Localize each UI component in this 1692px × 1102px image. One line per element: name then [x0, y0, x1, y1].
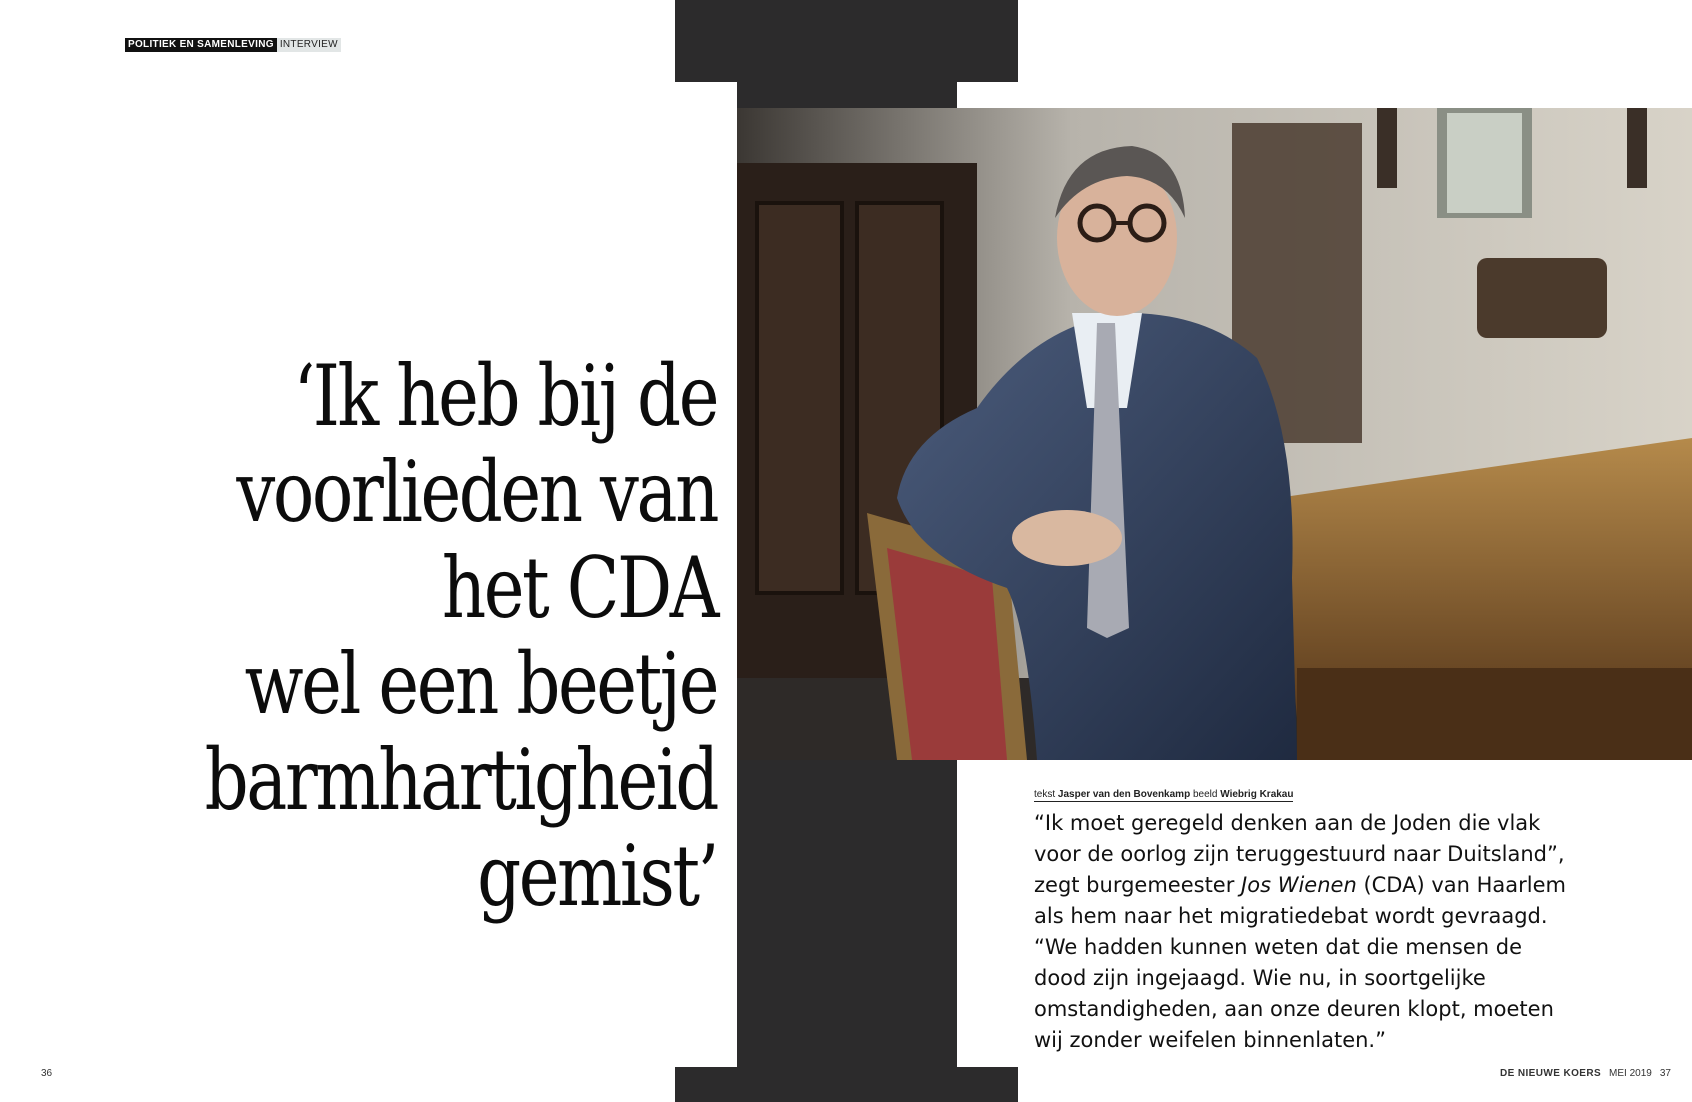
headline-line: voorlieden van: [236, 443, 717, 541]
section-sublabel: INTERVIEW: [277, 38, 341, 52]
issue-date: MEI 2019: [1609, 1068, 1652, 1079]
byline-text-label: tekst: [1034, 789, 1056, 800]
intro-text-part1: “Ik moet geregeld denken aan de Joden die vlak voor de oorlog zijn teruggestuurd naar Duitsland”, zegt burgemeester: [1034, 811, 1565, 897]
decorative-bar-top: [675, 0, 1018, 82]
magazine-name: DE NIEUWE KOERS: [1500, 1068, 1602, 1079]
intro-text-part2: (CDA) van Haarlem als hem naar het migratiedebat wordt gevraagd. “We hadden kunnen weten dat die mensen de dood zijn ingejaagd. Wie nu, in soortgelijke omstandigheden, aan onze deuren klopt, moeten wij zonder weifelen binnenlaten.”: [1034, 873, 1566, 1052]
section-tag: [125, 38, 341, 52]
byline-photographer: Wiebrig Krakau: [1220, 789, 1294, 800]
footer-right: [1500, 1068, 1671, 1079]
section-label: POLITIEK EN SAMENLEVING: [125, 38, 277, 52]
headline-line: het CDA: [441, 539, 717, 637]
intro-person-name: Jos Wienen: [1241, 873, 1357, 897]
headline-line: ‘Ik heb bij de: [293, 347, 717, 445]
portrait-photo: [737, 108, 1692, 760]
headline-line: wel een beetje: [244, 635, 717, 733]
decorative-bar-bottom: [675, 1067, 1018, 1102]
headline-line: gemist’: [477, 827, 717, 925]
page-number-right: 37: [1659, 1068, 1671, 1079]
intro-paragraph: [1034, 808, 1574, 1056]
page-number-left: 36: [41, 1068, 53, 1079]
headline-line: barmhartigheid: [204, 731, 718, 829]
portrait-photo-illustration: [737, 108, 1692, 760]
headline: [143, 348, 717, 924]
byline-image-label: beeld: [1192, 789, 1218, 800]
decorative-bar-stem-upper: [737, 82, 957, 108]
byline-author: Jasper van den Bovenkamp: [1057, 789, 1191, 800]
byline: [1034, 789, 1293, 802]
